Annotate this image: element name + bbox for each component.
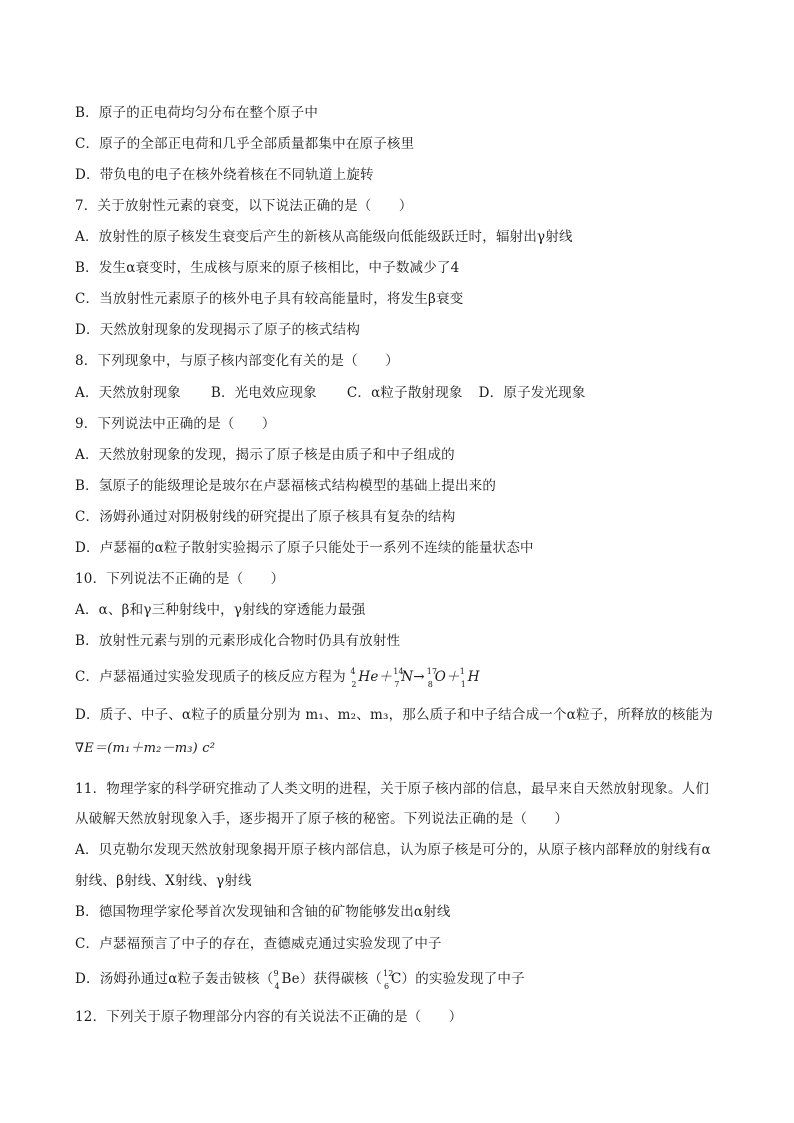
option-7b: B．发生α衰变时，生成核与原来的原子核相比，中子数减少了4 xyxy=(75,260,460,276)
question-9: 9．下列说法中正确的是（ ） xyxy=(75,416,276,432)
option-9d: D．卢瑟福的α粒子散射实验揭示了原子只能处于一系列不连续的能量状态中 xyxy=(75,540,534,556)
option-10a: A．α、β和γ三种射线中，γ射线的穿透能力最强 xyxy=(75,602,366,618)
option-10d: D．质子、中子、α粒子的质量分别为 m₁、m₂、m₃，那么质子和中子结合成一个α粒子，所释放的核能为 xyxy=(75,707,713,723)
nuclear-reaction-equation: 4 2 He＋ 14 7 N→ 17 8 O＋ 1 1 H xyxy=(350,667,480,689)
option-11a-line1: A．贝克勒尔发现天然放射现象揭开原子核内部信息，认为原子核是可分的，从原子核内部释放的射线有α xyxy=(75,842,711,858)
option-8c: C．α粒子散射现象 xyxy=(346,385,463,401)
option-10c xyxy=(75,667,480,689)
option-7c: C．当放射性元素原子的核外电子具有较高能量时，将发生β衰变 xyxy=(75,291,464,307)
option-6b: B．原子的正电荷均匀分布在整个原子中 xyxy=(75,105,319,121)
option-7a: A．放射性的原子核发生衰变后产生的新核从高能级向低能级跃迁时，辐射出γ射线 xyxy=(75,229,573,245)
oxygen-nuclide: 17 8 O xyxy=(426,667,447,689)
option-9c: C．汤姆孙通过对阴极射线的研究提出了原子核具有复杂的结构 xyxy=(75,509,456,525)
question-10: 10．下列说法不正确的是（ ） xyxy=(75,571,285,587)
option-8d: D．原子发光现象 xyxy=(478,385,586,401)
option-8b: B．光电效应现象 xyxy=(210,385,317,401)
helium-nuclide: 4 2 He xyxy=(350,667,379,689)
option-8a: A．天然放射现象 xyxy=(75,385,181,401)
option-11a-line2: 射线、β射线、X射线、γ射线 xyxy=(75,873,252,889)
option-9b: B．氢原子的能级理论是玻尔在卢瑟福核式结构模型的基础上提出来的 xyxy=(75,478,497,494)
option-10b: B．放射性元素与别的元素形成化合物时仍具有放射性 xyxy=(75,633,401,649)
hydrogen-nuclide: 1 1 H xyxy=(459,667,480,689)
option-6d: D．带负电的电子在核外绕着核在不同轨道上旋转 xyxy=(75,167,374,183)
question-8: 8．下列现象中，与原子核内部变化有关的是（ ） xyxy=(75,353,399,369)
option-11d: D．汤姆孙通过α粒子轰击铍核（ 9 4 Be）获得碳核（ 12 6 C）的实验发现了中子 xyxy=(75,969,525,991)
question-11-line2: 从破解天然放射现象入手，逐步揭开了原子核的秘密。下列说法正确的是（ ） xyxy=(75,811,569,827)
question-7: 7．关于放射性元素的衰变，以下说法正确的是（ ） xyxy=(75,198,413,214)
question-11-line1: 11．物理学家的科学研究推动了人类文明的进程，关于原子核内部的信息，最早来自天然放射现象。人们 xyxy=(75,781,710,797)
options-8 xyxy=(75,384,586,402)
option-11b: B．德国物理学家伦琴首次发现铀和含铀的矿物能够发出α射线 xyxy=(75,904,451,920)
option-7d: D．天然放射现象的发现揭示了原子的核式结构 xyxy=(75,322,361,338)
question-12: 12．下列关于原子物理部分内容的有关说法不正确的是（ ） xyxy=(75,1009,463,1025)
binding-energy-formula: ∇E＝(m₁＋m₂－m₃) c² xyxy=(75,741,216,756)
option-9a: A．天然放射现象的发现，揭示了原子核是由质子和中子组成的 xyxy=(75,447,455,463)
option-11c: C．卢瑟福预言了中子的存在，查德威克通过实验发现了中子 xyxy=(75,936,442,952)
option-10c-text: C．卢瑟福通过实验发现质子的核反应方程为 xyxy=(75,669,346,685)
beryllium-nuclide: 9 4 Be xyxy=(273,969,300,991)
nitrogen-nuclide: 14 7 N xyxy=(393,667,414,689)
carbon-nuclide: 12 6 C xyxy=(382,969,402,991)
option-6c: C．原子的全部正电荷和几乎全部质量都集中在原子核里 xyxy=(75,136,415,152)
